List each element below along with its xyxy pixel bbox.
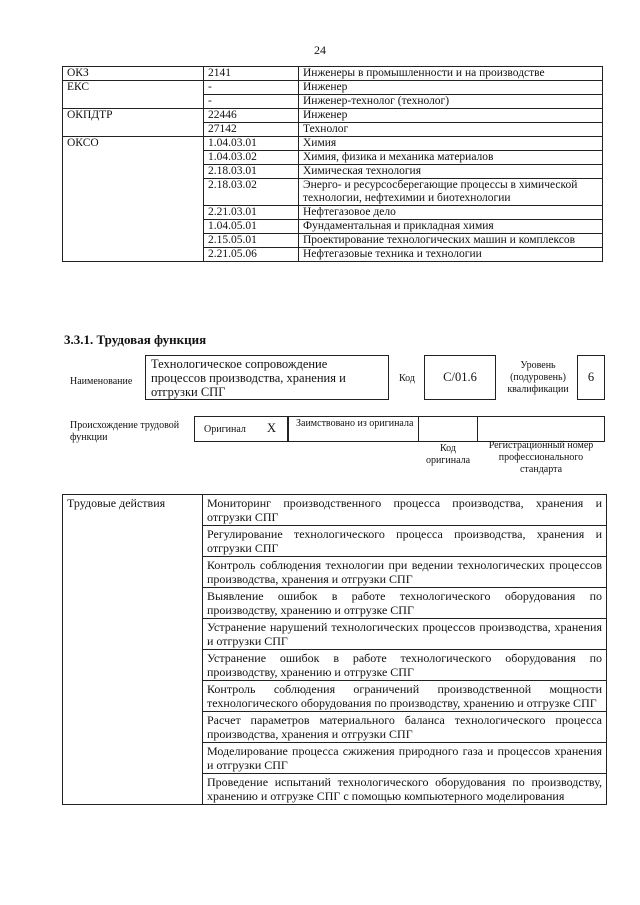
borrowed-label: Заимствовано из оригинала	[296, 418, 414, 429]
labor-action-item: Расчет параметров материального баланса технологического процесса производства, хранения и отгрузки СПГ	[203, 712, 607, 743]
labor-action-item: Моделирование процесса сжижения природного газа и процессов хранения и отгрузки СПГ	[203, 743, 607, 774]
classifier-code: 2141	[204, 67, 299, 81]
classification-row	[63, 81, 603, 95]
classifier-code: 1.04.03.02	[204, 151, 299, 165]
page-number: 24	[314, 43, 326, 57]
labor-action-item: Контроль соблюдения ограничений производственной мощности технологического оборудования по производству, хранению и отгрузке СПГ	[203, 681, 607, 712]
labor-action-item: Мониторинг производственного процесса производства, хранения и отгрузки СПГ	[203, 495, 607, 526]
origin-code-cell	[418, 416, 478, 442]
classifier-name: Инженеры в промышленности и на производстве	[299, 67, 603, 81]
labor-action-item: Контроль соблюдения технологии при ведении технологических процессов производства, хранения и отгрузки СПГ	[203, 557, 607, 588]
classification-row	[63, 67, 603, 81]
original-label: Оригинал	[204, 424, 246, 435]
classifier-name: Фундаментальная и прикладная химия	[299, 220, 603, 234]
function-name-value: Технологическое сопровождение процессов производства, хранения и отгрузки СПГ	[151, 357, 346, 399]
origin-label: Происхождение трудовой функции	[70, 420, 180, 443]
original-mark: X	[267, 421, 277, 435]
labor-actions-label: Трудовые действия	[63, 495, 203, 805]
classifier-code: 22446	[204, 109, 299, 123]
classifier-name: Инженер-технолог (технолог)	[299, 95, 603, 109]
classifier-name: Химическая технология	[299, 165, 603, 179]
classifier-name: Инженер	[299, 81, 603, 95]
classifier-name: Технолог	[299, 123, 603, 137]
classifier-name: Проектирование технологических машин и комплексов	[299, 234, 603, 248]
classifier-type: ОКЗ	[63, 67, 204, 81]
function-code-value: C/01.6	[443, 370, 477, 384]
classifier-name: Инженер	[299, 109, 603, 123]
classifier-name: Нефтегазовые техника и технологии	[299, 248, 603, 262]
classifier-code: 2.18.03.01	[204, 165, 299, 179]
function-code-box	[424, 355, 496, 400]
classifier-type: ОКПДТР	[63, 109, 204, 137]
function-name-box	[145, 355, 389, 400]
level-label: Уровень (подуровень) квалификации	[507, 360, 569, 395]
level-box	[577, 355, 605, 400]
labor-action-row	[63, 495, 607, 526]
name-label: Наименование	[70, 376, 133, 387]
reg-number-label: Регистрационный номер профессионального стандарта	[488, 440, 594, 475]
classification-table	[62, 66, 603, 262]
labor-action-item: Устранение ошибок в работе технологического оборудования по производству, хранению и отгрузке СПГ	[203, 650, 607, 681]
classifier-code: 1.04.03.01	[204, 137, 299, 151]
classifier-name: Энерго- и ресурсосберегающие процессы в химической технологии, нефтехимии и биотехнологии	[299, 179, 603, 206]
classifier-name: Химия, физика и механика материалов	[299, 151, 603, 165]
classifier-type: ОКСО	[63, 137, 204, 262]
classifier-name: Химия	[299, 137, 603, 151]
labor-action-item: Регулирование технологического процесса производства, хранения и отгрузки СПГ	[203, 526, 607, 557]
labor-action-item: Выявление ошибок в работе технологического оборудования по производству, хранению и отгрузке СПГ	[203, 588, 607, 619]
section-title: 3.3.1. Трудовая функция	[64, 332, 207, 347]
borrowed-cell	[288, 416, 419, 442]
level-value: 6	[587, 370, 595, 384]
reg-number-cell	[477, 416, 605, 442]
origin-code-label: Код оригинала	[425, 443, 471, 466]
classifier-name: Нефтегазовое дело	[299, 206, 603, 220]
code-label: Код	[399, 373, 415, 384]
classifier-code: 2.21.03.01	[204, 206, 299, 220]
labor-action-item: Проведение испытаний технологического оборудования по производству, хранению и отгрузке СПГ с помощью компьютерного моделирования	[203, 774, 607, 805]
classifier-type: ЕКС	[63, 81, 204, 109]
classifier-code: 2.18.03.02	[204, 179, 299, 206]
classifier-code: 1.04.05.01	[204, 220, 299, 234]
classifier-code: 27142	[204, 123, 299, 137]
labor-actions-table	[62, 494, 607, 805]
labor-action-item: Устранение нарушений технологических процессов производства, хранения и отгрузки СПГ	[203, 619, 607, 650]
classification-row	[63, 109, 603, 123]
classifier-code: -	[204, 81, 299, 95]
classifier-code: 2.15.05.01	[204, 234, 299, 248]
classifier-code: -	[204, 95, 299, 109]
classification-row	[63, 137, 603, 151]
classifier-code: 2.21.05.06	[204, 248, 299, 262]
original-cell	[194, 416, 288, 442]
